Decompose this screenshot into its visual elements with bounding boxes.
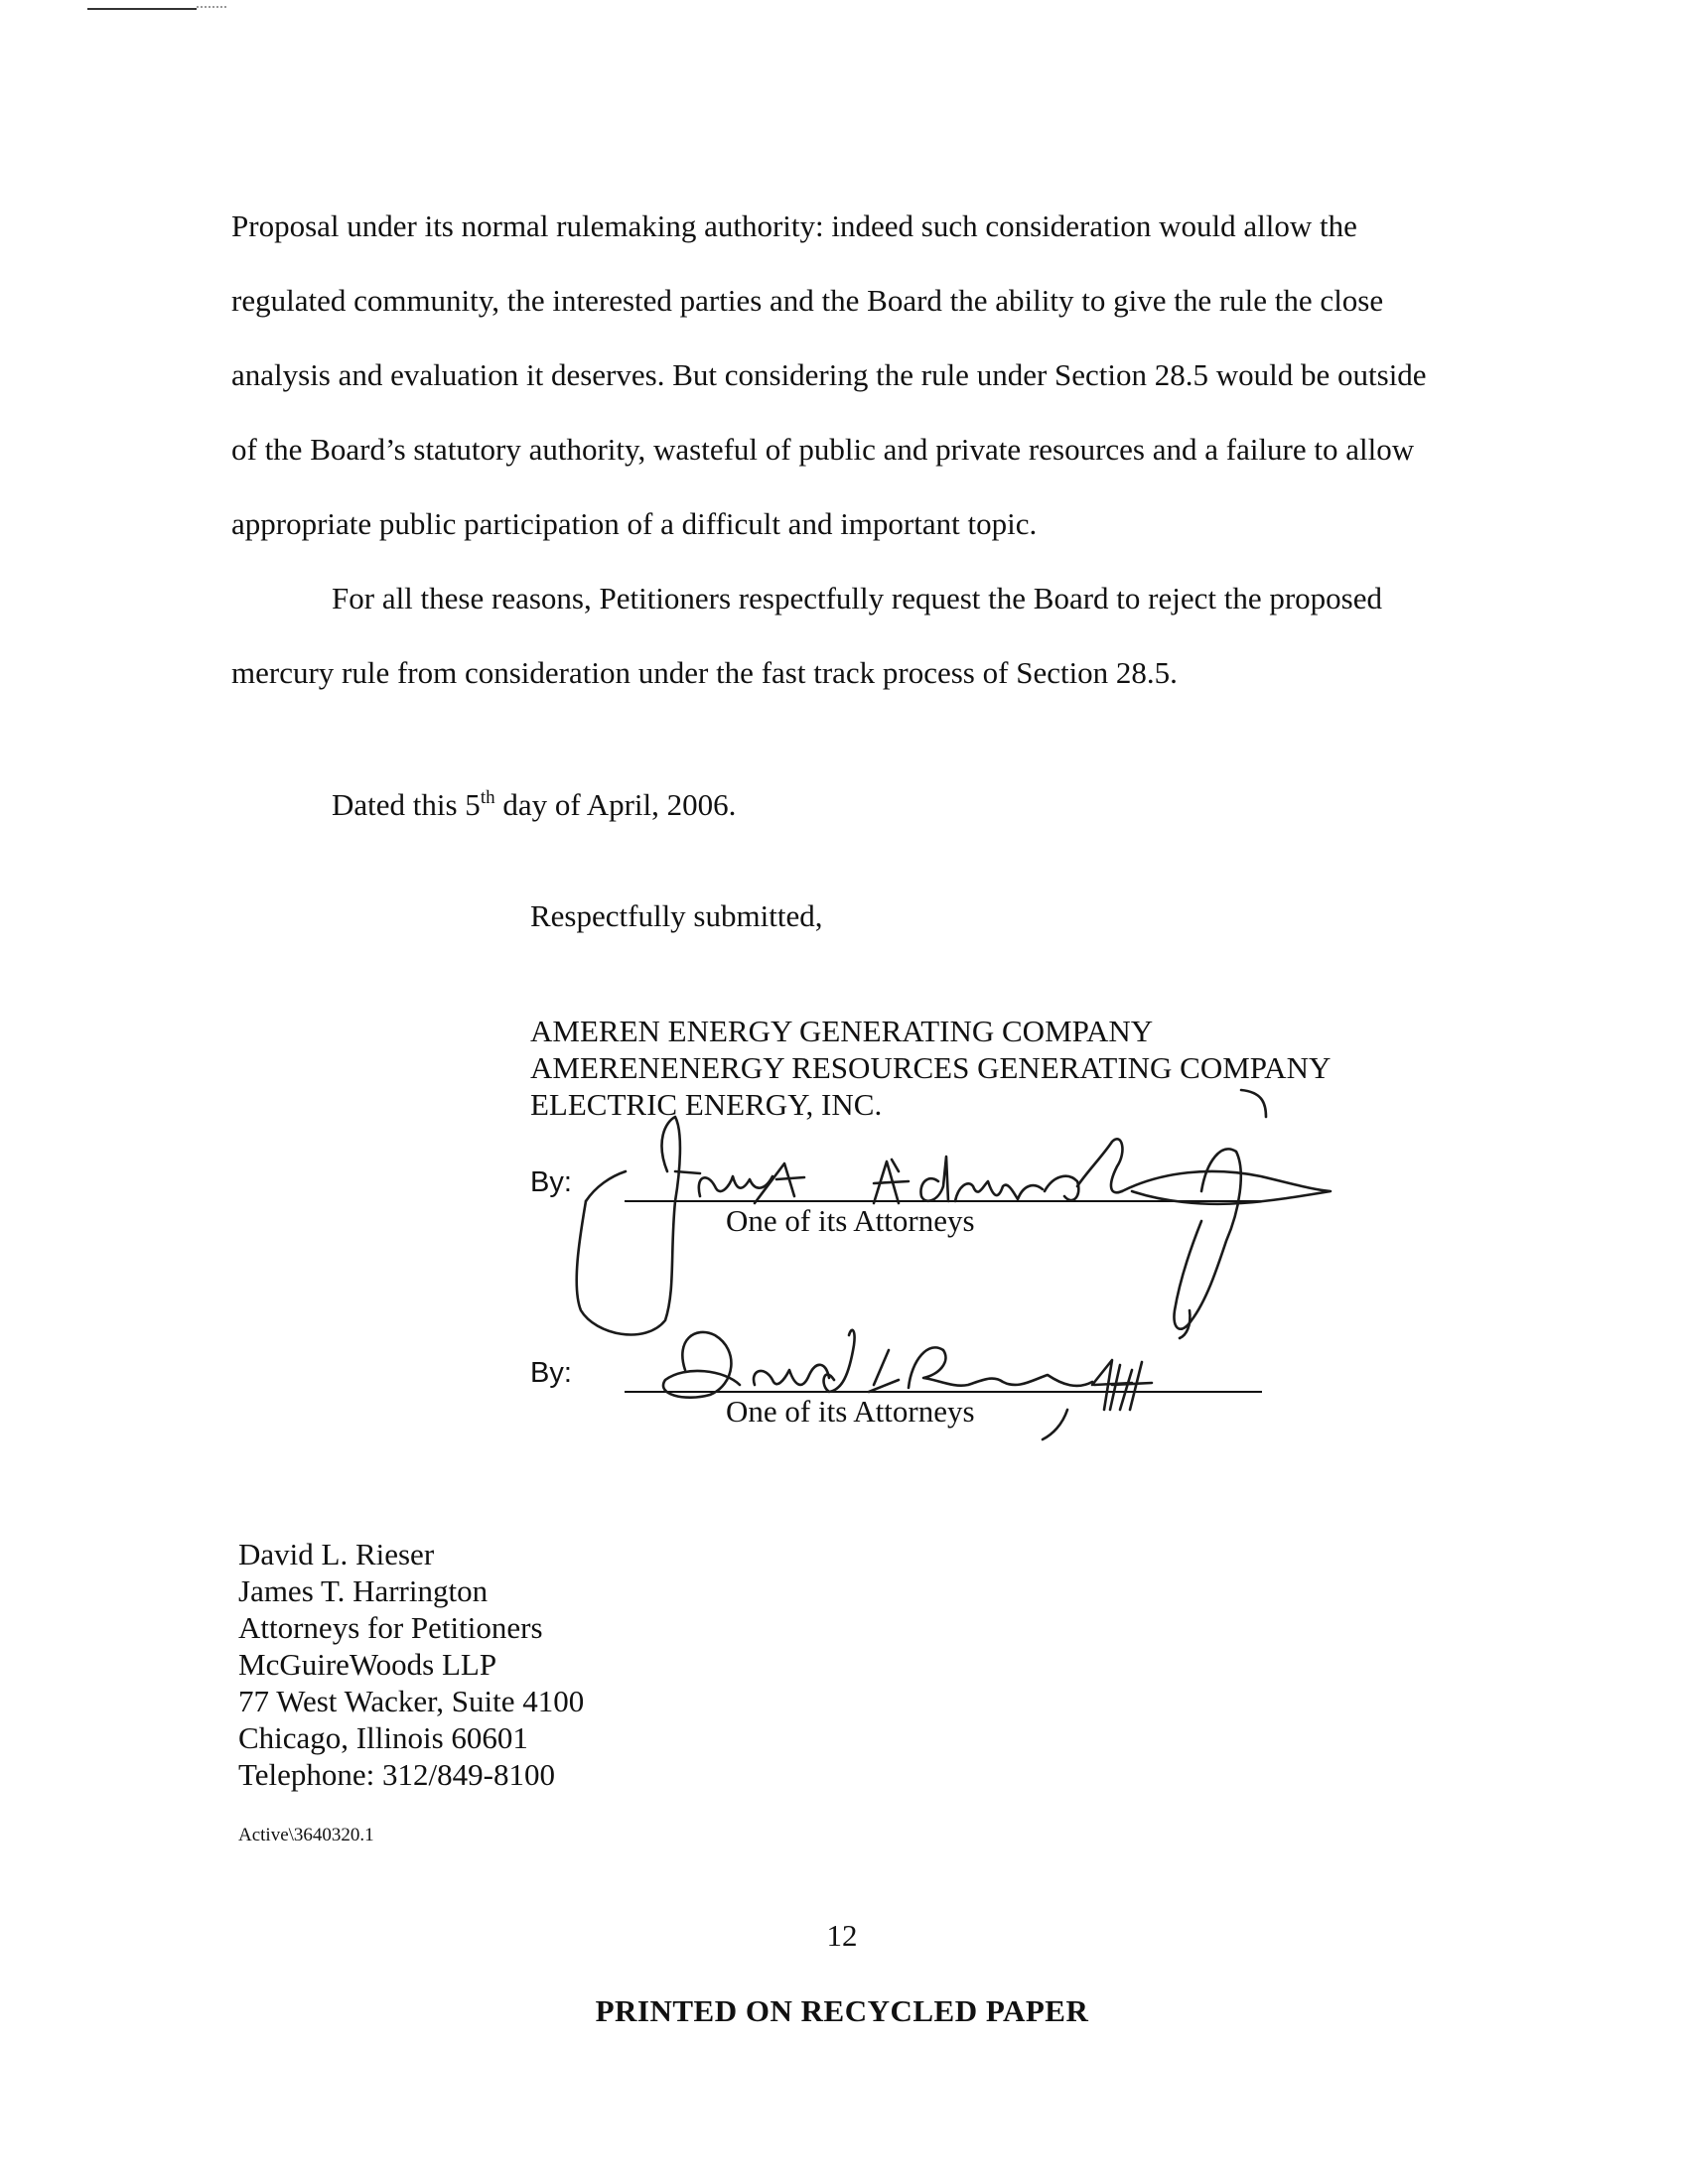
signature-stroke [1045, 1176, 1078, 1200]
signature-stroke [1180, 1310, 1190, 1338]
signature-line [625, 1391, 1262, 1393]
signature-stroke [1077, 1139, 1122, 1192]
signature-stroke [663, 1332, 740, 1398]
signature-stroke [1092, 1360, 1132, 1410]
signature-role: One of its Attorneys [726, 1394, 975, 1429]
signature-stroke [920, 1157, 948, 1201]
page-number: 12 [826, 1918, 858, 1953]
signature-stroke [869, 1350, 899, 1392]
footer-notice: PRINTED ON RECYCLED PAPER [595, 1993, 1089, 2028]
signature-stroke [586, 1171, 626, 1201]
signature-stroke [776, 1177, 804, 1179]
address-line: McGuireWoods LLP [238, 1647, 497, 1682]
signature-stroke [699, 1176, 772, 1196]
address-line: Chicago, Illinois 60601 [238, 1720, 528, 1755]
company-list [530, 1013, 1331, 1123]
dated-prefix: Dated this 5 [332, 787, 481, 822]
dated-rest: day of April, 2006. [494, 787, 737, 822]
by-label: By: [530, 1166, 572, 1198]
closing: Respectfully submitted, [530, 898, 823, 933]
paragraph-2: For all these reasons, Petitioners respectfully request the Board to reject the proposed mercury rule from consideration under the fast track process of Section 28.5. [231, 581, 1382, 690]
company-name: AMEREN ENERGY GENERATING COMPANY [530, 1014, 1154, 1048]
company-name: AMERENENERGY RESOURCES GENERATING COMPANY [530, 1050, 1332, 1085]
address-line: 77 West Wacker, Suite 4100 [238, 1684, 585, 1718]
company-name: ELECTRIC ENERGY, INC. [530, 1087, 883, 1122]
signature-stroke [909, 1347, 1092, 1388]
signature-stroke [874, 1160, 909, 1183]
signature-role: One of its Attorneys [726, 1203, 975, 1238]
document-id: Active\3640320.1 [238, 1825, 374, 1845]
address-line: James T. Harrington [238, 1573, 489, 1608]
paragraph-1: Proposal under its normal rulemaking authority: indeed such consideration would allow the regulated community, the interested parties and the Board the ability to give the rule the close analysis and evaluation it deserves. But considering the rule under Section 28.5 would be outside of the Board’s statutory authority, wasteful of public and private resources and a failure to allow appropriate public participation of a difficult and important topic. [231, 208, 1427, 541]
body-text [231, 189, 1443, 710]
address-line: Attorneys for Petitioners [238, 1610, 543, 1645]
signature-stroke [755, 1163, 794, 1203]
signature-stroke [824, 1330, 855, 1392]
signature-stroke [1122, 1171, 1331, 1204]
scan-mark [87, 8, 197, 10]
signature-stroke [1043, 1410, 1067, 1439]
signature-stroke [754, 1365, 829, 1385]
dated-ordinal: th [480, 787, 495, 808]
signature-line [625, 1200, 1262, 1202]
signature-stroke [955, 1181, 1043, 1201]
dated-line [332, 787, 736, 823]
address-line: David L. Rieser [238, 1537, 435, 1571]
scan-mark-dots [197, 6, 226, 8]
signature-stroke [675, 1171, 700, 1173]
by-label: By: [530, 1357, 572, 1389]
attorney-address [238, 1536, 584, 1793]
signature-stroke [1112, 1362, 1152, 1410]
address-line: Telephone: 312/849-8100 [238, 1757, 555, 1792]
signature-stroke [1174, 1149, 1240, 1328]
signature-stroke [874, 1161, 899, 1203]
signature-stroke [577, 1117, 680, 1334]
